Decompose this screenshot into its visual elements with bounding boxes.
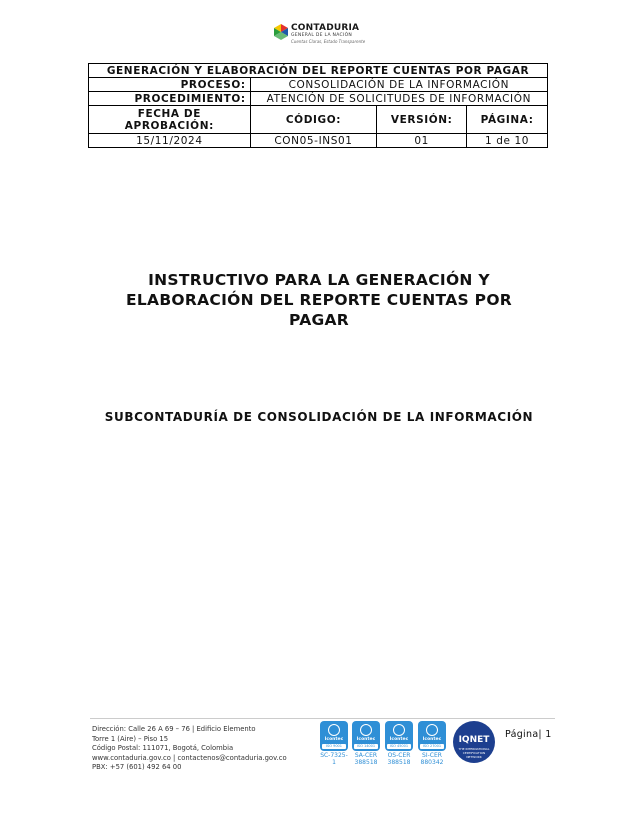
document-title: INSTRUCTIVO PARA LA GENERACIÓN Y ELABORACIÓN DEL REPORTE CUENTAS POR PAGAR bbox=[125, 271, 513, 329]
certification-badge bbox=[320, 721, 348, 766]
document-subtitle: SUBCONTADURÍA DE CONSOLIDACIÓN DE LA INFORMACIÓN bbox=[104, 410, 534, 424]
iqnet-logo-icon bbox=[453, 721, 495, 763]
iqnet-label: IQNET bbox=[458, 735, 490, 745]
proceso-value: CONSOLIDACIÓN DE LA INFORMACIÓN bbox=[250, 78, 547, 92]
header-title: GENERACIÓN Y ELABORACIÓN DEL REPORTE CUENTAS POR PAGAR bbox=[89, 64, 548, 78]
codigo-value: CON05-INS01 bbox=[250, 134, 377, 148]
procedimiento-label: PROCEDIMIENTO: bbox=[89, 92, 251, 106]
address-line: Código Postal: 111071, Bogotá, Colombia bbox=[92, 744, 234, 753]
fecha-label: FECHA DE APROBACIÓN: bbox=[89, 106, 251, 134]
fecha-value: 15/11/2024 bbox=[89, 134, 251, 148]
pagina-label: PÁGINA: bbox=[467, 106, 548, 134]
icontec-icon: Icontec ISO 14001 bbox=[352, 721, 380, 751]
page-number: Página| 1 bbox=[505, 729, 552, 740]
footer-address bbox=[92, 725, 287, 773]
certification-badge bbox=[352, 721, 380, 766]
address-line: PBX: +57 (601) 492 64 00 bbox=[92, 763, 182, 772]
pagina-value: 1 de 10 bbox=[467, 134, 548, 148]
address-line: Dirección: Calle 26 A 69 – 76 | Edificio Elemento bbox=[92, 725, 256, 733]
logo-name: CONTADURIA bbox=[291, 23, 360, 33]
icontec-icon: Icontec ISO 45001 bbox=[385, 721, 413, 751]
certification-code: SC-7325-1 bbox=[320, 752, 348, 766]
address-line: www.contaduria.gov.co | contactenos@contaduria.gov.co bbox=[92, 753, 287, 762]
icontec-icon: Icontec ISO 27001 bbox=[418, 721, 446, 751]
version-label: VERSIÓN: bbox=[377, 106, 467, 134]
address-line: Torre 1 (Aire) – Piso 15 bbox=[92, 734, 169, 743]
version-value: 01 bbox=[377, 134, 467, 148]
contaduria-logo bbox=[274, 22, 364, 48]
proceso-label: PROCESO: bbox=[89, 78, 251, 92]
certification-code: SI-CER 880342 bbox=[420, 752, 444, 766]
certification-code: SA-CER 388518 bbox=[354, 752, 378, 766]
logo-subtitle: GENERAL DE LA NACIÓN bbox=[291, 33, 353, 38]
certification-badge bbox=[385, 721, 413, 766]
iqnet-sub: THE INTERNATIONAL CERTIFICATION NETWORK bbox=[458, 747, 490, 759]
certification-badge bbox=[418, 721, 446, 766]
icontec-icon: Icontec ISO 9001 bbox=[320, 721, 348, 751]
procedimiento-value: ATENCIÓN DE SOLICITUDES DE INFORMACIÓN bbox=[250, 92, 547, 106]
document-header-table bbox=[88, 63, 548, 148]
logo-tagline: Cuentas Claras, Estado Transparente bbox=[291, 39, 366, 44]
codigo-label: CÓDIGO: bbox=[250, 106, 377, 134]
contaduria-logo-icon bbox=[274, 24, 288, 40]
footer-divider bbox=[90, 718, 555, 719]
certification-code: OS-CER 388518 bbox=[387, 752, 411, 766]
